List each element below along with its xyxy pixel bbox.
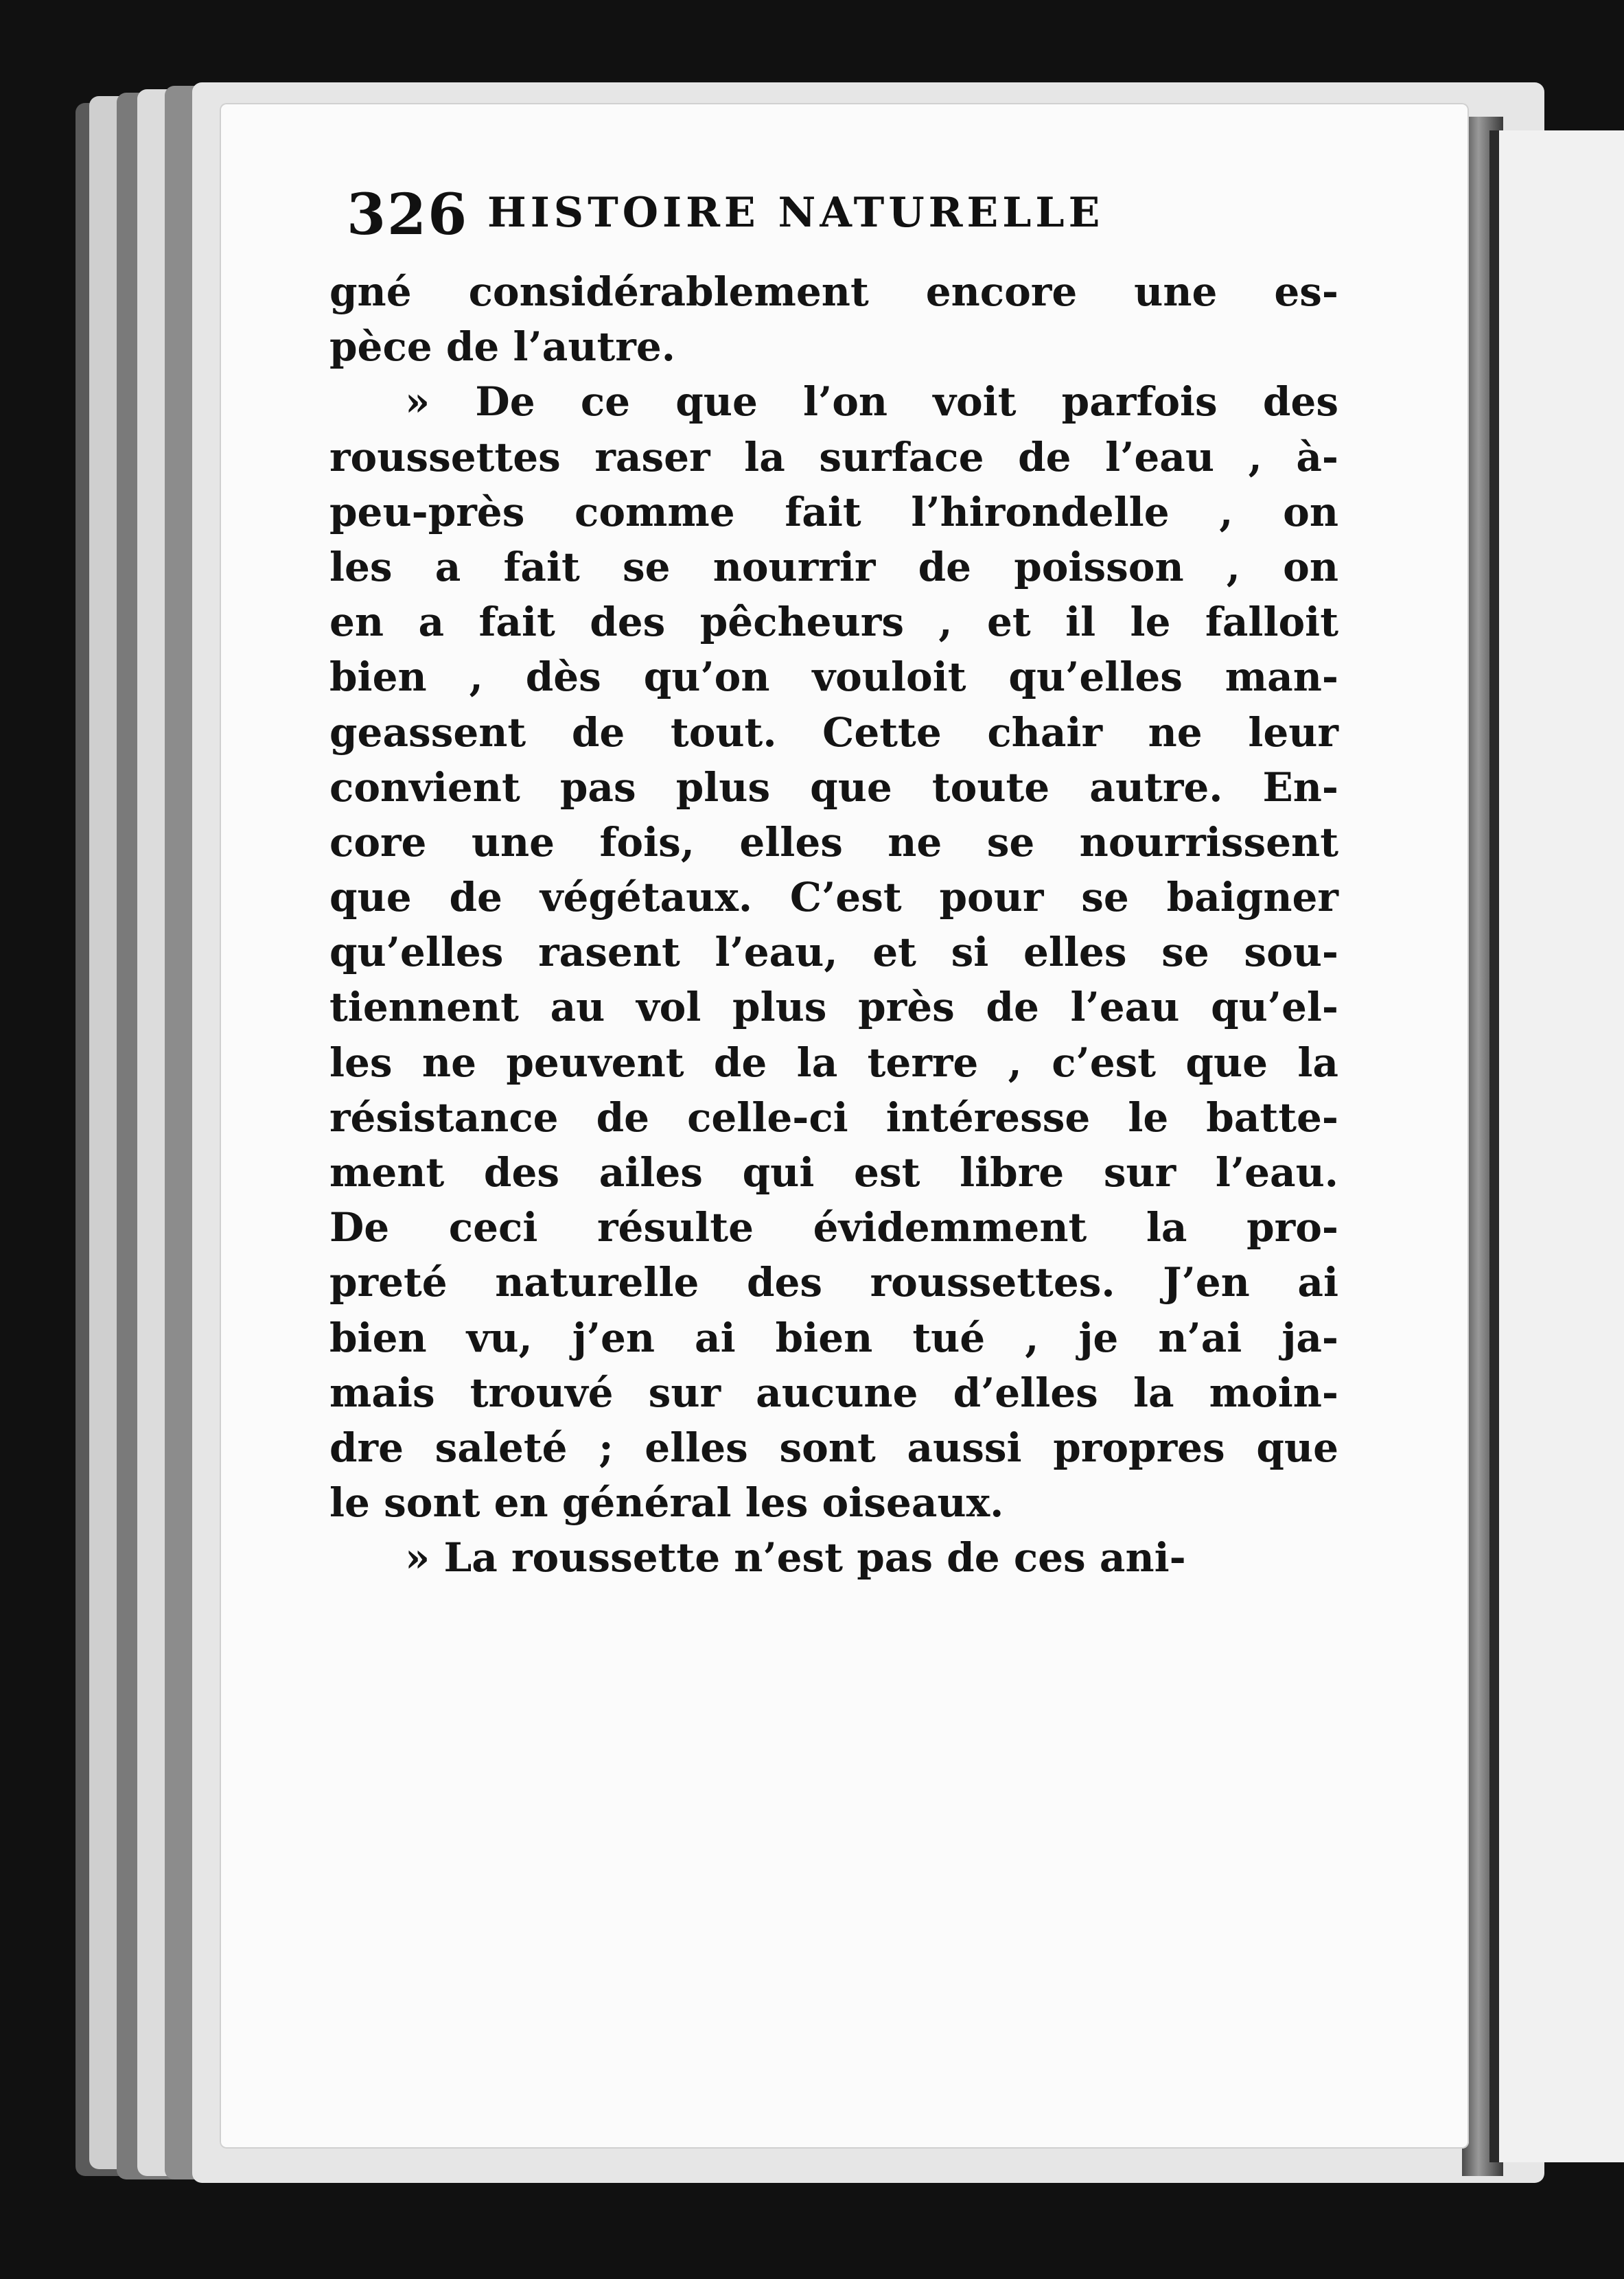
- facing-page: [1489, 130, 1624, 2162]
- running-title: HISTOIRE NATURELLE: [487, 189, 1104, 237]
- text-line: bien , dès qu’on vouloit qu’elles man-: [329, 653, 1338, 701]
- text-line: en a fait des pêcheurs , et il le falloit: [329, 599, 1338, 646]
- text-line: qu’elles rasent l’eau, et si elles se sou-: [329, 929, 1338, 976]
- text-line: » De ce que l’on voit parfois des: [405, 378, 1338, 426]
- text-line: core une fois, elles ne se nourrissent: [329, 818, 1338, 866]
- text-line: le sont en général les oiseaux.: [329, 1479, 1004, 1527]
- text-line: peu-près comme fait l’hirondelle , on: [329, 488, 1338, 535]
- text-line: les ne peuvent de la terre , c’est que la: [329, 1039, 1338, 1086]
- text-line: résistance de celle-ci intéresse le batte-: [329, 1094, 1338, 1141]
- text-line: pèce de l’autre.: [329, 323, 675, 371]
- text-line: De ceci résulte évidemment la pro-: [329, 1204, 1338, 1251]
- text-line: geassent de tout. Cette chair ne leur: [329, 708, 1338, 756]
- text-line: bien vu, j’en ai bien tué , je n’ai ja-: [329, 1314, 1338, 1361]
- page-number: 326: [347, 182, 469, 248]
- text-line: mais trouvé sur aucune d’elles la moin-: [329, 1369, 1338, 1416]
- text-line: les a fait se nourrir de poisson , on: [329, 543, 1338, 590]
- text-line: preté naturelle des roussettes. J’en ai: [329, 1259, 1338, 1306]
- text-line: que de végétaux. C’est pour se baigner: [329, 874, 1338, 921]
- body-text: [329, 264, 1338, 1586]
- page-header: [347, 182, 1239, 264]
- text-line: dre saleté ; elles sont aussi propres que: [329, 1424, 1338, 1471]
- text-line: convient pas plus que toute autre. En-: [329, 763, 1338, 811]
- text-line: gné considérablement encore une es-: [329, 268, 1338, 315]
- text-line: ment des ailes qui est libre sur l’eau.: [329, 1149, 1338, 1196]
- text-line: » La roussette n’est pas de ces ani-: [405, 1534, 1186, 1582]
- text-line: roussettes raser la surface de l’eau , à-: [329, 433, 1338, 481]
- text-line: tiennent au vol plus près de l’eau qu’el-: [329, 984, 1338, 1031]
